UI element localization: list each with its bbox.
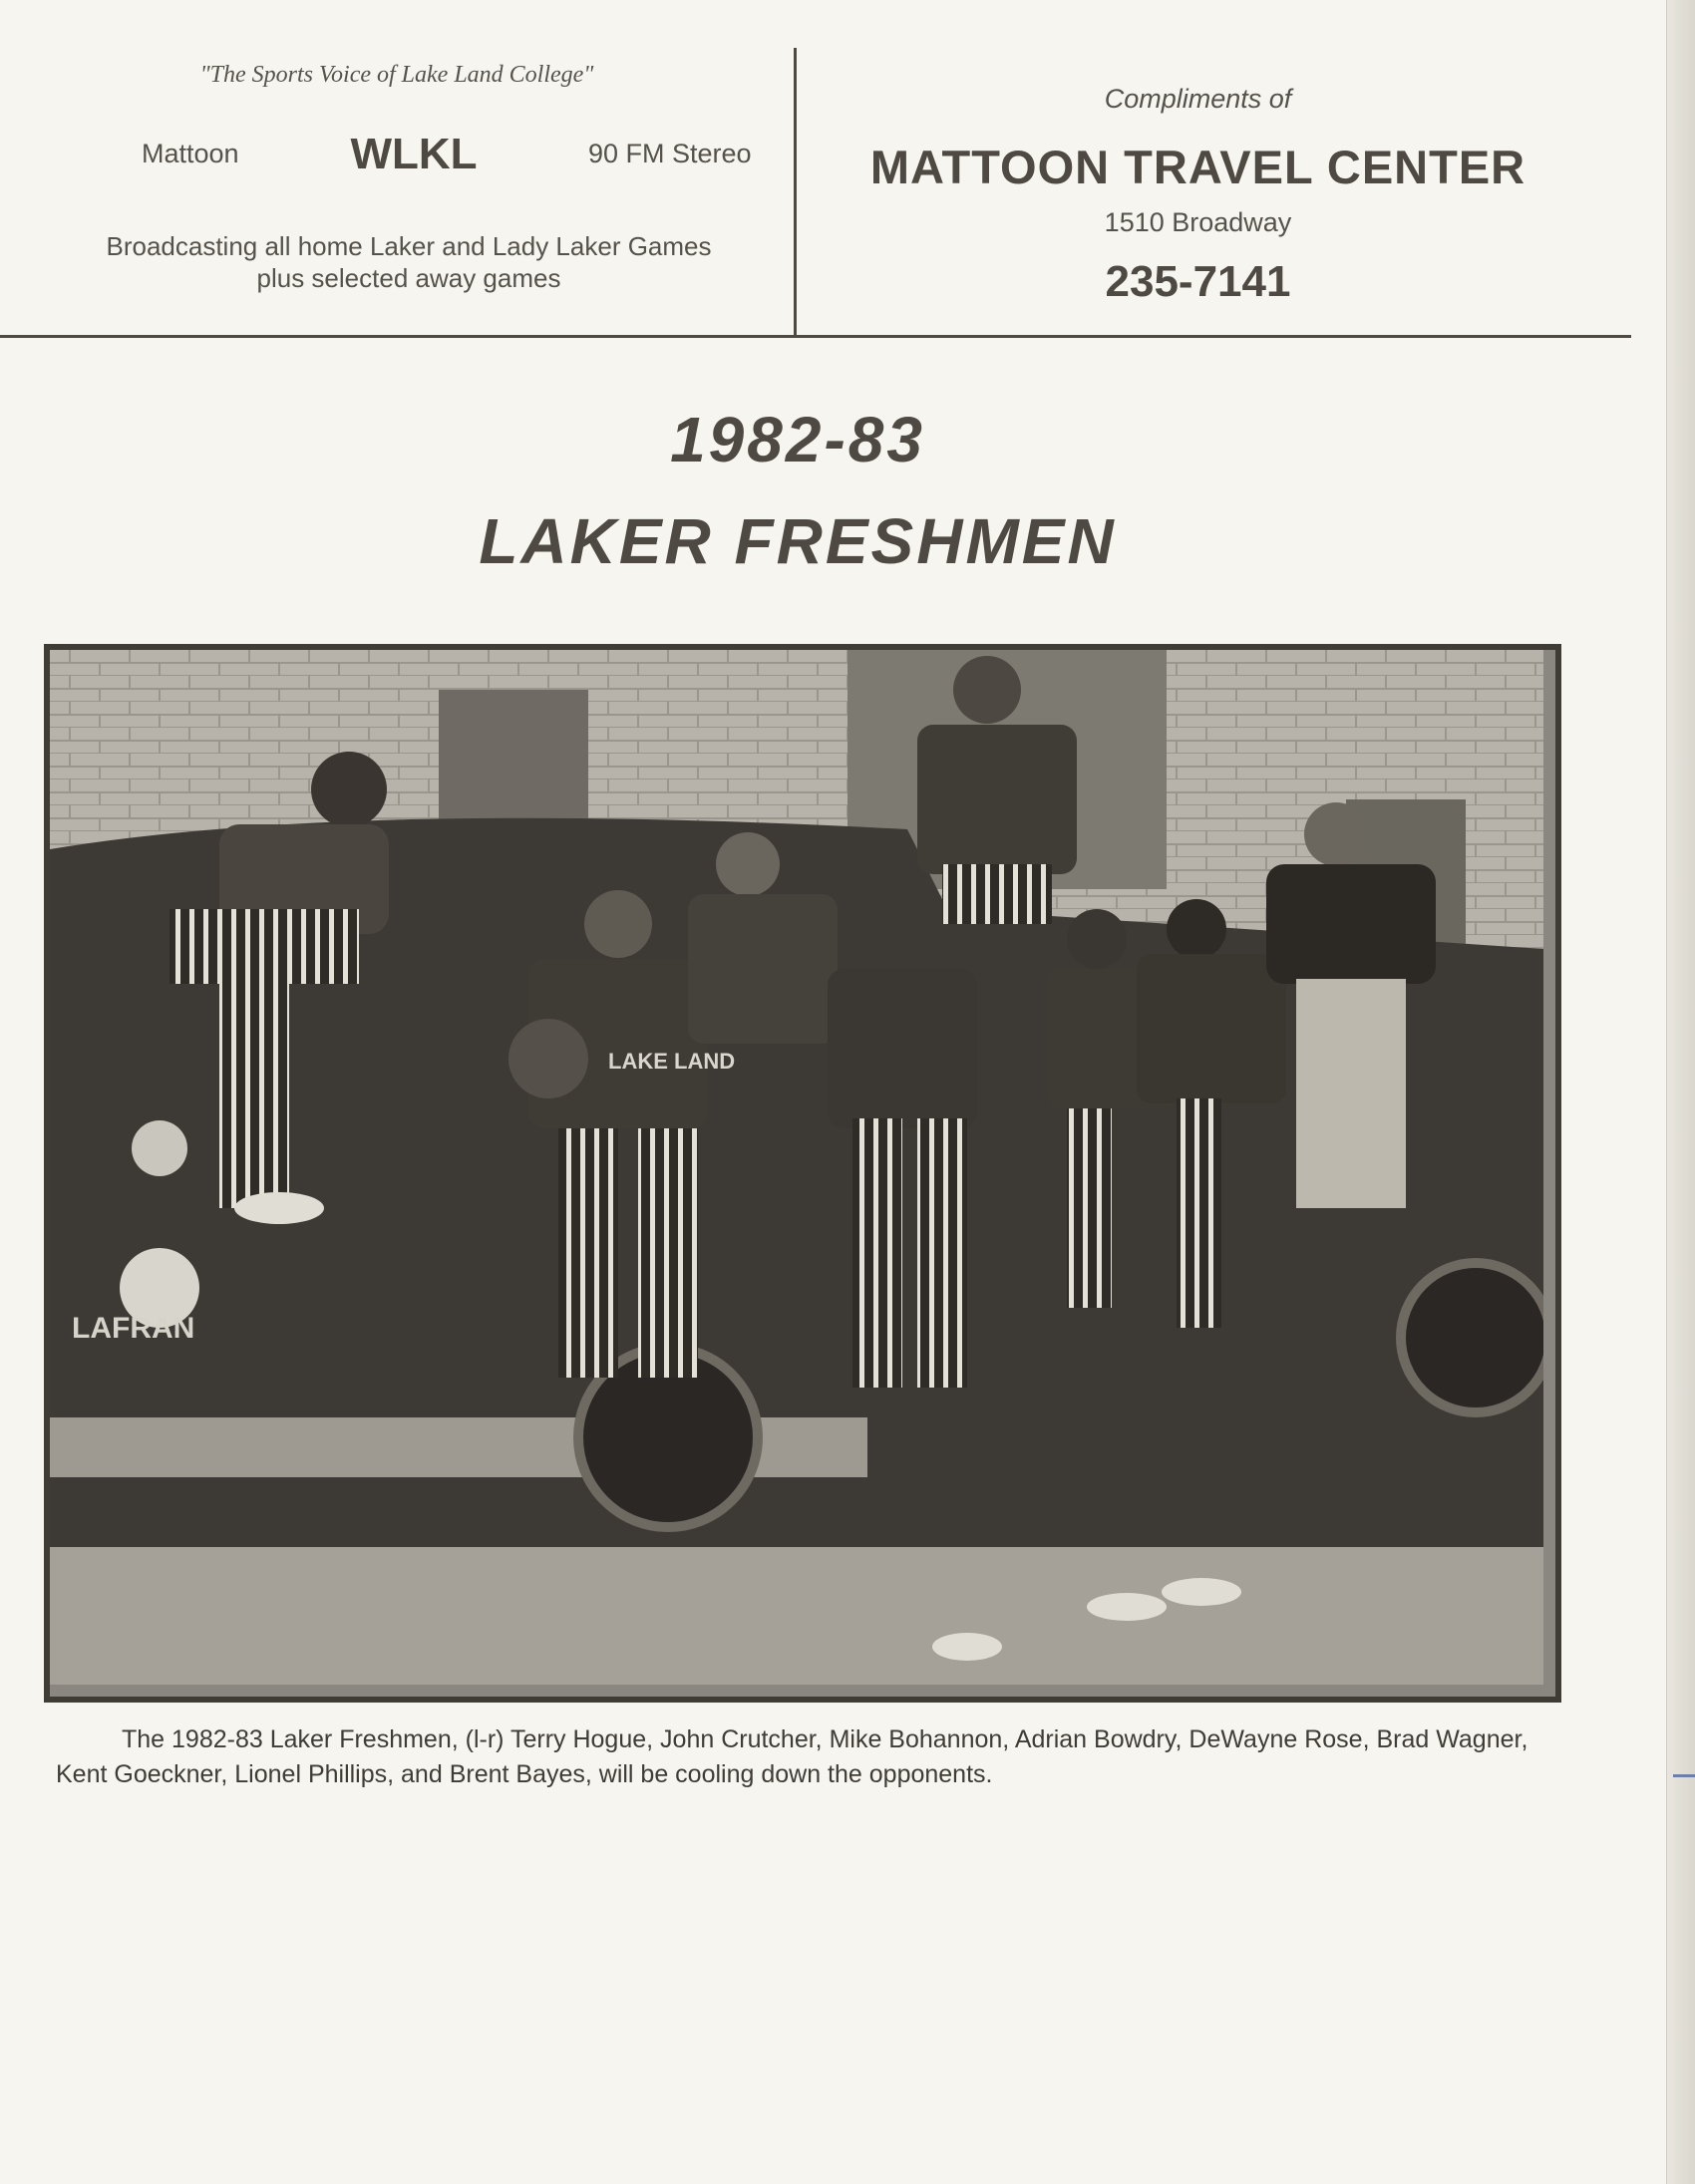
radio-slogan: "The Sports Voice of Lake Land College" [199, 62, 594, 88]
radio-city: Mattoon [142, 139, 239, 168]
advertisement-header [0, 48, 1631, 338]
broadcast-line-1: Broadcasting all home Laker and Lady Laker Games [106, 231, 712, 261]
photo-caption: The 1982-83 Laker Freshmen, (l-r) Terry Hogue, John Crutcher, Mike Bohannon, Adrian Bowdry, DeWayne Rose, Brad Wagner, Kent Goeckner, Lionel Phillips, and Brent Bayes, will be cooling down the opponents. [56, 1725, 1528, 1788]
travel-center-phone: 235-7141 [1105, 257, 1291, 306]
radio-station-ad [0, 48, 794, 335]
jersey-lettering: LAKE LAND [608, 1049, 736, 1074]
truck-headlight [132, 1120, 187, 1176]
travel-center-address: 1510 Broadway [1104, 207, 1292, 237]
radio-frequency: 90 FM Stereo [588, 139, 752, 168]
page-title: LAKER FRESHMEN [479, 505, 1117, 577]
truck-lettering: LAFRAN [72, 1312, 195, 1345]
team-photo [44, 644, 1561, 1703]
page-title-year: 1982-83 [670, 404, 925, 475]
radio-broadcast-info [0, 230, 818, 294]
page-edge [1666, 0, 1695, 2184]
broadcast-line-2: plus selected away games [256, 263, 561, 293]
team-photo-illustration [50, 650, 1543, 1685]
edge-mark [1673, 1774, 1695, 1777]
travel-center-name: MATTOON TRAVEL CENTER [869, 141, 1526, 193]
compliments-line: Compliments of [1104, 84, 1292, 114]
travel-center-ad [797, 48, 1631, 335]
truck-wheel [1401, 1263, 1543, 1412]
radio-call-letters: WLKL [350, 130, 478, 178]
building-window [439, 690, 588, 819]
